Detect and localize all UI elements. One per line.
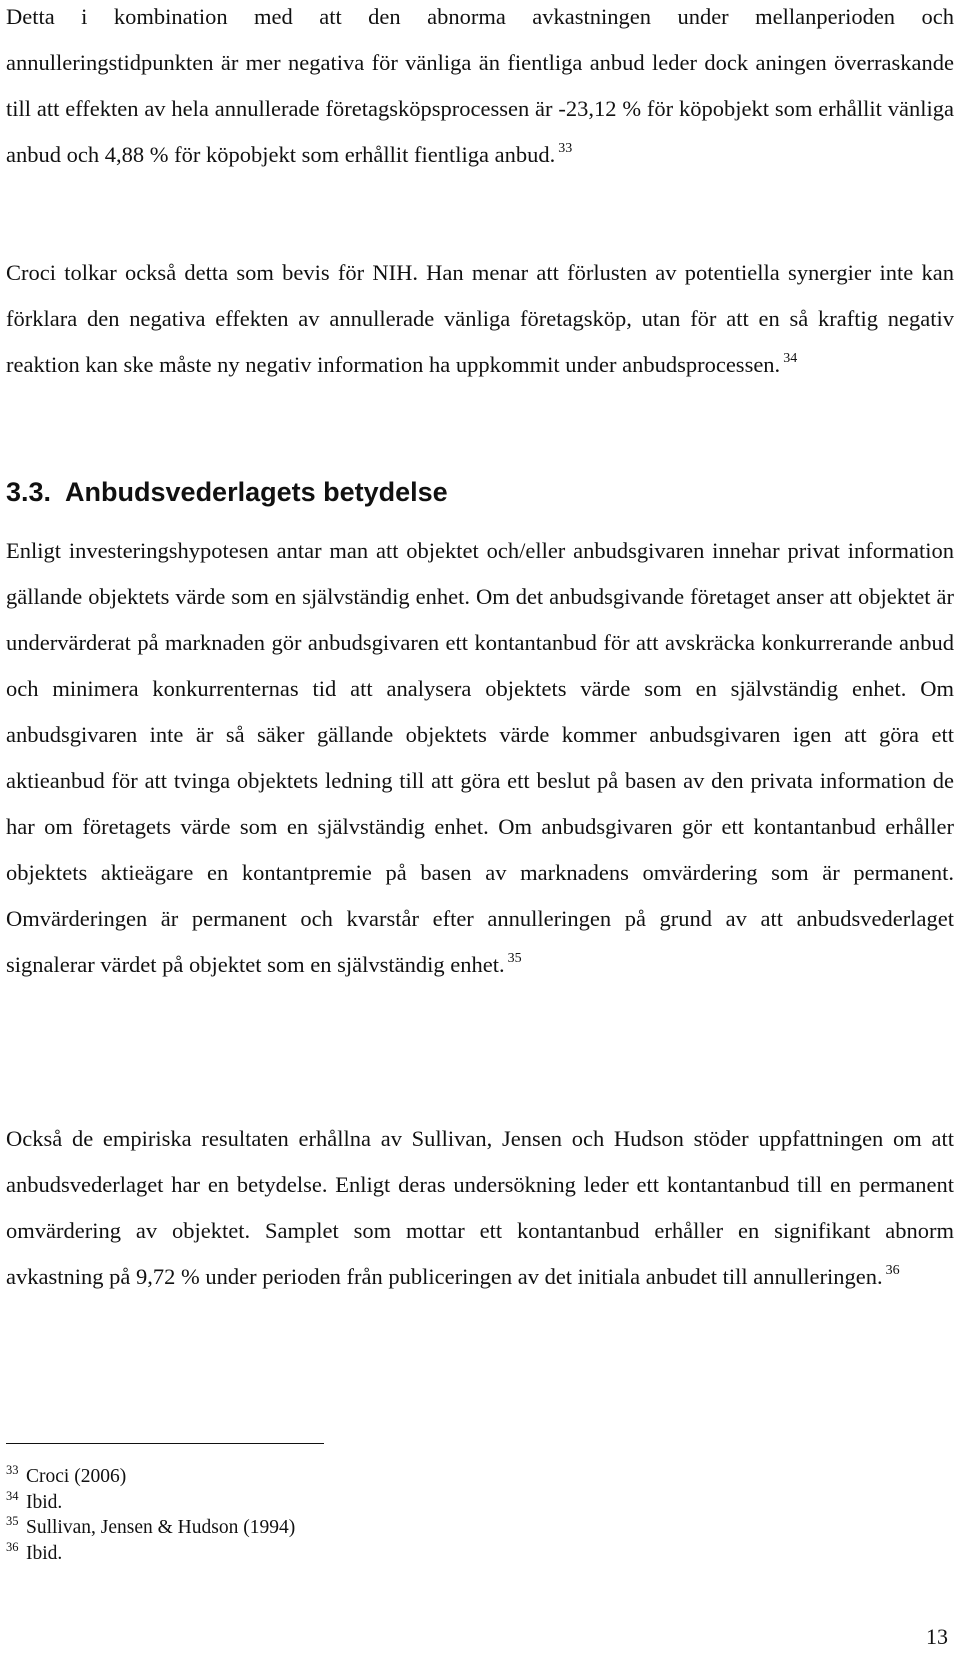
footnote-34: $^{34}$ Ibid. [6, 1488, 63, 1513]
footnote-text: Sullivan, Jensen & Hudson (1994) [26, 1517, 296, 1538]
section-heading [6, 472, 448, 512]
footnote-35: $^{35}$ Sullivan, Jensen & Hudson (1994) [6, 1514, 296, 1538]
footnote-text: Croci (2006) [26, 1466, 127, 1487]
paragraph-4-text: Också de empiriska resultaten erhållna av Sullivan, Jensen och Hudson stöder uppfattningen om att anbudsvederlaget har en betydelse. Enligt deras undersökning leder ett kontantanbud till en permanent omvärdering av objektet. Samplet som mottar ett kontantanbud erhåller en signifikant abnorm avkastning på 9,72 % under perioden från publiceringen av det initiala anbudet till annulleringen. [6, 1126, 954, 1289]
footnote-36: $^{36}$ Ibid. [6, 1539, 63, 1564]
paragraph-2-text: Croci tolkar också detta som bevis för NIH. Han menar att förlusten av potentiella synergier inte kan förklara den negativa effekten av annullerade vänliga företagsköp, utan för att en så kraftig negativ reaktion kan ske måste ny negativ information ha uppkommit under anbudsprocessen. [6, 260, 954, 377]
paragraph-3 [6, 528, 954, 988]
paragraph-1-text: Detta i kombination med att den abnorma avkastningen under mellanperioden och annulleringstidpunkten är mer negativa för vänliga än fientliga anbud leder dock aningen överraskande till att effekten av hela annullerade företagsköpsprocessen är -23,12 % för köpobjekt som erhållit vänliga anbud och 4,88 % för köpobjekt som erhållit fientliga anbud. [6, 4, 954, 167]
footnote-ref-36: 36 [885, 1263, 900, 1278]
footnote-ref-34: 34 [783, 351, 798, 366]
footnotes [6, 1464, 295, 1566]
paragraph-1 [6, 0, 954, 178]
section-number: 3.3. [6, 477, 52, 507]
footnote-ref-33: 33 [558, 141, 573, 156]
footnote-text: Ibid. [26, 1491, 63, 1513]
footnote-separator [6, 1443, 324, 1444]
page-number: 13 [926, 1624, 948, 1649]
paragraph-3-text: Enligt investeringshypotesen antar man att objektet och/eller anbudsgivaren innehar privat information gällande objektets värde som en självständig enhet. Om det anbudsgivande företaget anser att objektet är undervärderat på marknaden gör anbudsgivaren ett kontantanbud för att avskräcka konkurrerande anbud och minimera konkurrenternas tid att analysera objektets värde som en självständig enhet. Om anbudsgivaren inte är så säker gällande objektets värde kommer anbudsgivaren igen att göra ett aktieanbud för att tvinga objektets ledning till att göra ett beslut på basen av den privata information de har om företagets värde som en självständig enhet. Om anbudsgivaren gör ett kontantanbud erhåller objektets aktieägare en kontantpremie på basen av marknadens omvärdering som är permanent. Omvärderingen är permanent och kvarstår efter annulleringen på grund av att anbudsvederlaget signalerar värdet på objektet som en självständig enhet. [6, 538, 954, 977]
section-title: Anbudsvederlagets betydelse [65, 477, 448, 507]
footnote-33: $^{33}$ Croci (2006) [6, 1463, 127, 1487]
footnote-ref-35: 35 [507, 951, 522, 966]
paragraph-4 [6, 1116, 954, 1300]
footnote-text: Ibid. [26, 1542, 63, 1564]
paragraph-2 [6, 250, 954, 388]
